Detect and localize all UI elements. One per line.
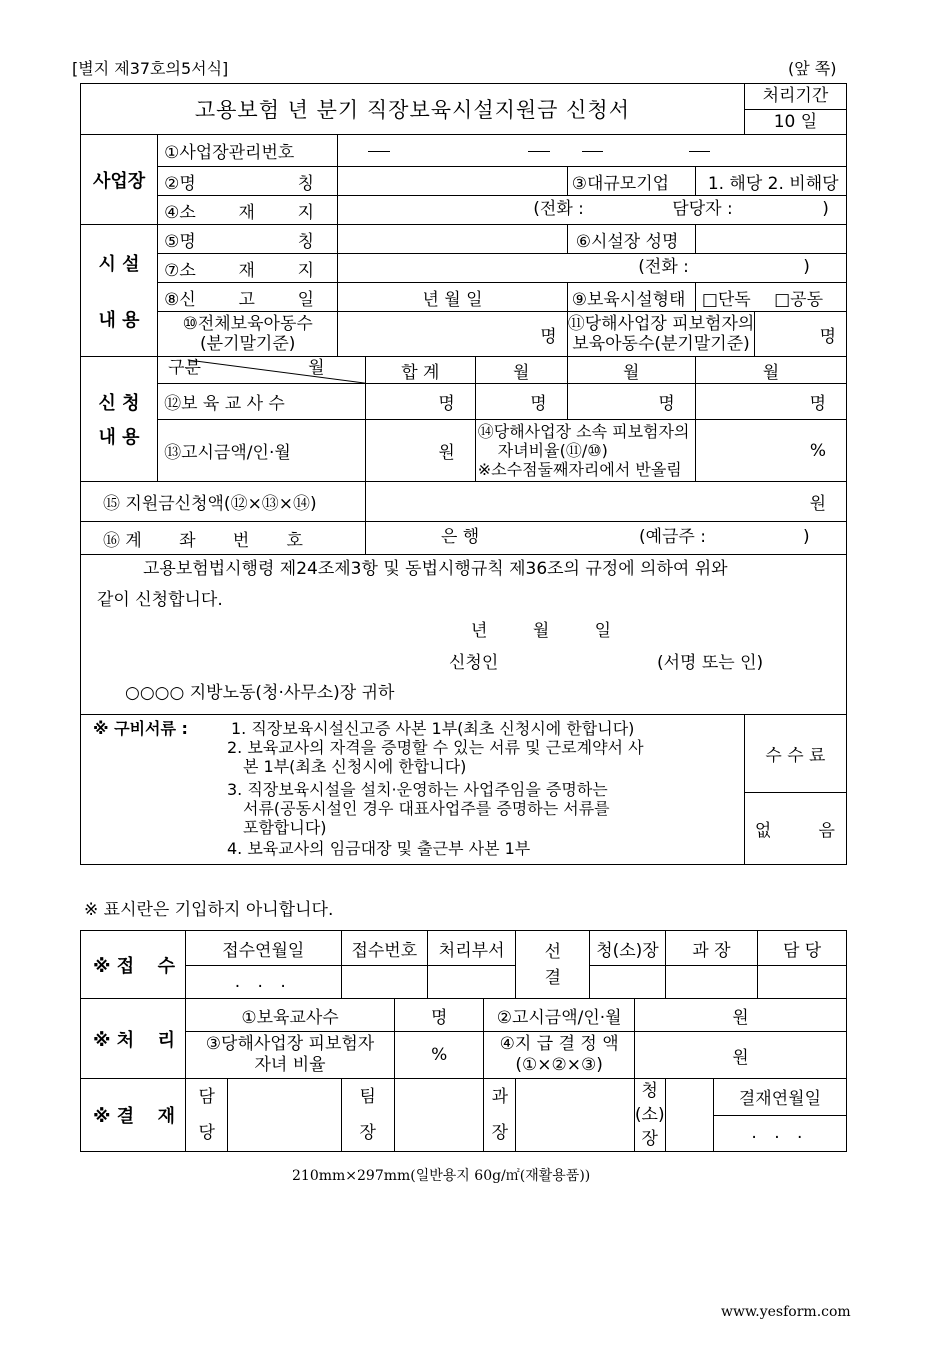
doc-item4: 4. 보육교사의 임금대장 및 출근부 사본 1부 <box>227 839 531 858</box>
office-use-table <box>80 930 847 1152</box>
decision-label: ※ 결 재 <box>81 1079 186 1152</box>
receipt-no-field[interactable] <box>341 966 428 999</box>
dept-field[interactable] <box>428 966 516 999</box>
facility-section-line2: 내 용 <box>98 309 140 331</box>
month-header-1: 월 <box>475 357 567 384</box>
d-section-sign[interactable] <box>516 1079 635 1152</box>
form-id: [별지 제37호의5서식] <box>72 59 229 78</box>
p-final-field[interactable]: 원 <box>634 1032 846 1079</box>
doc-item2a: 2. 보육교사의 자격을 증명할 수 있는 서류 및 근로계약서 사 <box>227 738 644 757</box>
p-teachers-field[interactable]: 명 <box>395 999 484 1032</box>
facility-phone-label: (전화 : <box>638 257 689 277</box>
mgmt-no-label: ①사업장관리번호 <box>158 135 338 167</box>
facility-head-label: ⑥시설장 성명 <box>567 225 695 254</box>
diagonal-header: 구분 월 <box>158 357 366 384</box>
staff-header: 담 당 <box>758 931 847 966</box>
receipt-date-field[interactable]: . . . <box>186 966 342 999</box>
approval-label: 선 결 <box>516 931 590 999</box>
doc-item2b: 본 1부(최초 신청시에 한합니다) <box>243 757 467 776</box>
teachers-m3[interactable]: 명 <box>695 384 846 420</box>
p-amount-label: ②고시금액/인·월 <box>484 999 635 1032</box>
declaration-line2: 같이 신청합니다. <box>97 590 223 610</box>
declaration-date[interactable]: 년 월 일 <box>471 621 612 641</box>
facility-section <box>81 225 158 357</box>
form-title: 고용보험 년 분기 직장보육시설지원금 신청서 <box>81 84 745 135</box>
workplace-address-label: ④소 재 지 <box>158 196 338 225</box>
p-ratio-label: ③당해사업장 피보험자 자녀 비율 <box>186 1032 395 1079</box>
holder-label: (예금주 : <box>638 527 706 547</box>
total-children-label: ⑩전체보육아동수 (분기말기준) <box>158 312 338 357</box>
p-amount-field[interactable]: 원 <box>634 999 846 1032</box>
contact-label: 담당자 : <box>672 199 733 219</box>
documents-block <box>81 715 745 865</box>
paper-spec: 210mm×297mm(일반용지 60g/㎡(재활용품)) <box>292 1168 591 1184</box>
month-header-3: 월 <box>695 357 846 384</box>
d-staff-label: 담 당 <box>186 1079 228 1152</box>
workplace-section: 사업장 <box>81 135 158 225</box>
declaration-line1: 고용보험법시행령 제24조제3항 및 동법시행규칙 제36조의 규정에 의하여 위와 <box>143 559 728 579</box>
application-form <box>80 83 847 865</box>
facility-address-field[interactable] <box>338 254 847 283</box>
manager-sign[interactable] <box>665 966 758 999</box>
total-children-field[interactable]: 명 <box>338 312 567 357</box>
d-section-label: 과 장 <box>484 1079 516 1152</box>
processing-period-label: 처리기간 <box>745 84 846 110</box>
documents-label: ※ 구비서류 : <box>93 719 188 738</box>
p-teachers-label: ①보육교사수 <box>186 999 395 1032</box>
staff-sign[interactable] <box>758 966 847 999</box>
teachers-m1[interactable]: 명 <box>475 384 567 420</box>
request-amount-field[interactable]: 원 <box>365 482 846 522</box>
application-section-line2: 내 용 <box>98 427 140 448</box>
teachers-m2[interactable]: 명 <box>567 384 695 420</box>
account-label: ⑯ 계 좌 번 호 <box>81 522 366 555</box>
insured-children-label: ⑪당해사업장 피보험자의 보육아동수(분기말기준) <box>567 312 755 357</box>
report-date-label: ⑧신 고 일 <box>158 283 338 312</box>
process-label: ※ 처 리 <box>81 999 186 1079</box>
large-company-options[interactable]: 1. 해당 2. 비해당 <box>695 167 846 196</box>
fee-label: 수 수 료 <box>744 715 846 793</box>
ratio-field[interactable]: % <box>695 420 846 482</box>
chief-header: 청(소)장 <box>590 931 665 966</box>
teachers-label: ⑫보 육 교 사 수 <box>158 384 366 420</box>
workplace-name-field[interactable] <box>338 167 567 196</box>
workplace-address-field[interactable] <box>338 196 847 225</box>
ratio-label: ⑭당해사업장 소속 피보험자의 자녀비율(⑪/⑩) ※소수점둘째자리에서 반올림 <box>475 420 695 482</box>
type-joint-checkbox[interactable]: □공동 <box>774 289 824 310</box>
processing-period-value: 10 일 <box>773 112 818 132</box>
workplace-name-label: ②명 칭 <box>158 167 338 196</box>
fee-value: 없 음 <box>744 793 846 865</box>
facility-close-paren: ) <box>803 257 810 277</box>
holder-close: ) <box>802 527 810 547</box>
application-section-line1: 신 청 <box>98 393 140 414</box>
month-header-2: 월 <box>567 357 695 384</box>
request-amount-label: ⑮ 지원금신청액(⑫×⑬×⑭) <box>81 482 366 522</box>
phone-label: (전화 : <box>533 199 584 219</box>
applicant-label: 신청인 <box>449 653 499 673</box>
teachers-total[interactable]: 명 <box>365 384 475 420</box>
d-team-sign[interactable] <box>395 1079 484 1152</box>
d-staff-sign[interactable] <box>228 1079 341 1152</box>
receipt-date-header: 접수연월일 <box>186 931 342 966</box>
amount-label: ⑬고시금액/인·월 <box>158 420 366 482</box>
receipt-label: ※ 접 수 <box>81 931 186 999</box>
p-ratio-field[interactable]: % <box>395 1032 484 1079</box>
receipt-no-header: 접수번호 <box>341 931 428 966</box>
amount-field[interactable]: 원 <box>365 420 475 482</box>
facility-address-label: ⑦소 재 지 <box>158 254 338 283</box>
doc-item1: 1. 직장보육시설신고증 사본 1부(최초 신청시에 한합니다) <box>231 719 635 738</box>
doc-item3b: 서류(공동시설인 경우 대표사업주를 증명하는 서류를 <box>243 799 610 818</box>
facility-name-field[interactable] <box>338 225 567 254</box>
facility-section-line1: 시 설 <box>98 253 140 275</box>
total-header: 합 계 <box>365 357 475 384</box>
bank-label: 은 행 <box>440 527 480 547</box>
addressee: ○○○○ 지방노동(청·사무소)장 귀하 <box>125 683 395 703</box>
close-paren: ) <box>822 199 829 219</box>
d-date-label: 결재연월일 <box>713 1079 846 1116</box>
facility-type-options[interactable] <box>695 283 846 312</box>
facility-name-label: ⑤명 칭 <box>158 225 338 254</box>
d-team-label: 팀 장 <box>341 1079 395 1152</box>
side-label: (앞 쪽) <box>788 59 837 78</box>
dept-header: 처리부서 <box>428 931 516 966</box>
office-note: ※ 표시란은 기입하지 아니합니다. <box>84 900 334 920</box>
large-company-label: ③대규모기업 <box>567 167 695 196</box>
facility-type-label: ⑨보육시설형태 <box>567 283 695 312</box>
d-date-field[interactable]: . . . <box>713 1115 846 1152</box>
application-section <box>81 357 158 482</box>
account-field[interactable] <box>365 522 846 555</box>
d-chief-label: 청 (소) 장 <box>634 1079 665 1152</box>
insured-children-field[interactable]: 명 <box>755 312 847 357</box>
type-single-checkbox[interactable]: □단독 <box>701 289 751 310</box>
doc-item3c: 포함합니다) <box>243 818 327 837</box>
doc-item3a: 3. 직장보육시설을 설치·운영하는 사업주임을 증명하는 <box>227 780 608 799</box>
p-final-label: ④지 급 결 정 액 (①×②×③) <box>484 1032 635 1079</box>
manager-header: 과 장 <box>665 931 758 966</box>
declaration-block <box>81 555 847 715</box>
facility-head-field[interactable] <box>695 225 846 254</box>
d-chief-sign[interactable] <box>665 1079 713 1152</box>
chief-sign[interactable] <box>590 966 665 999</box>
site-url[interactable]: www.yesform.com <box>721 1304 851 1320</box>
report-date-field[interactable]: 년 월 일 <box>338 283 567 312</box>
signature-label: (서명 또는 인) <box>657 653 764 673</box>
